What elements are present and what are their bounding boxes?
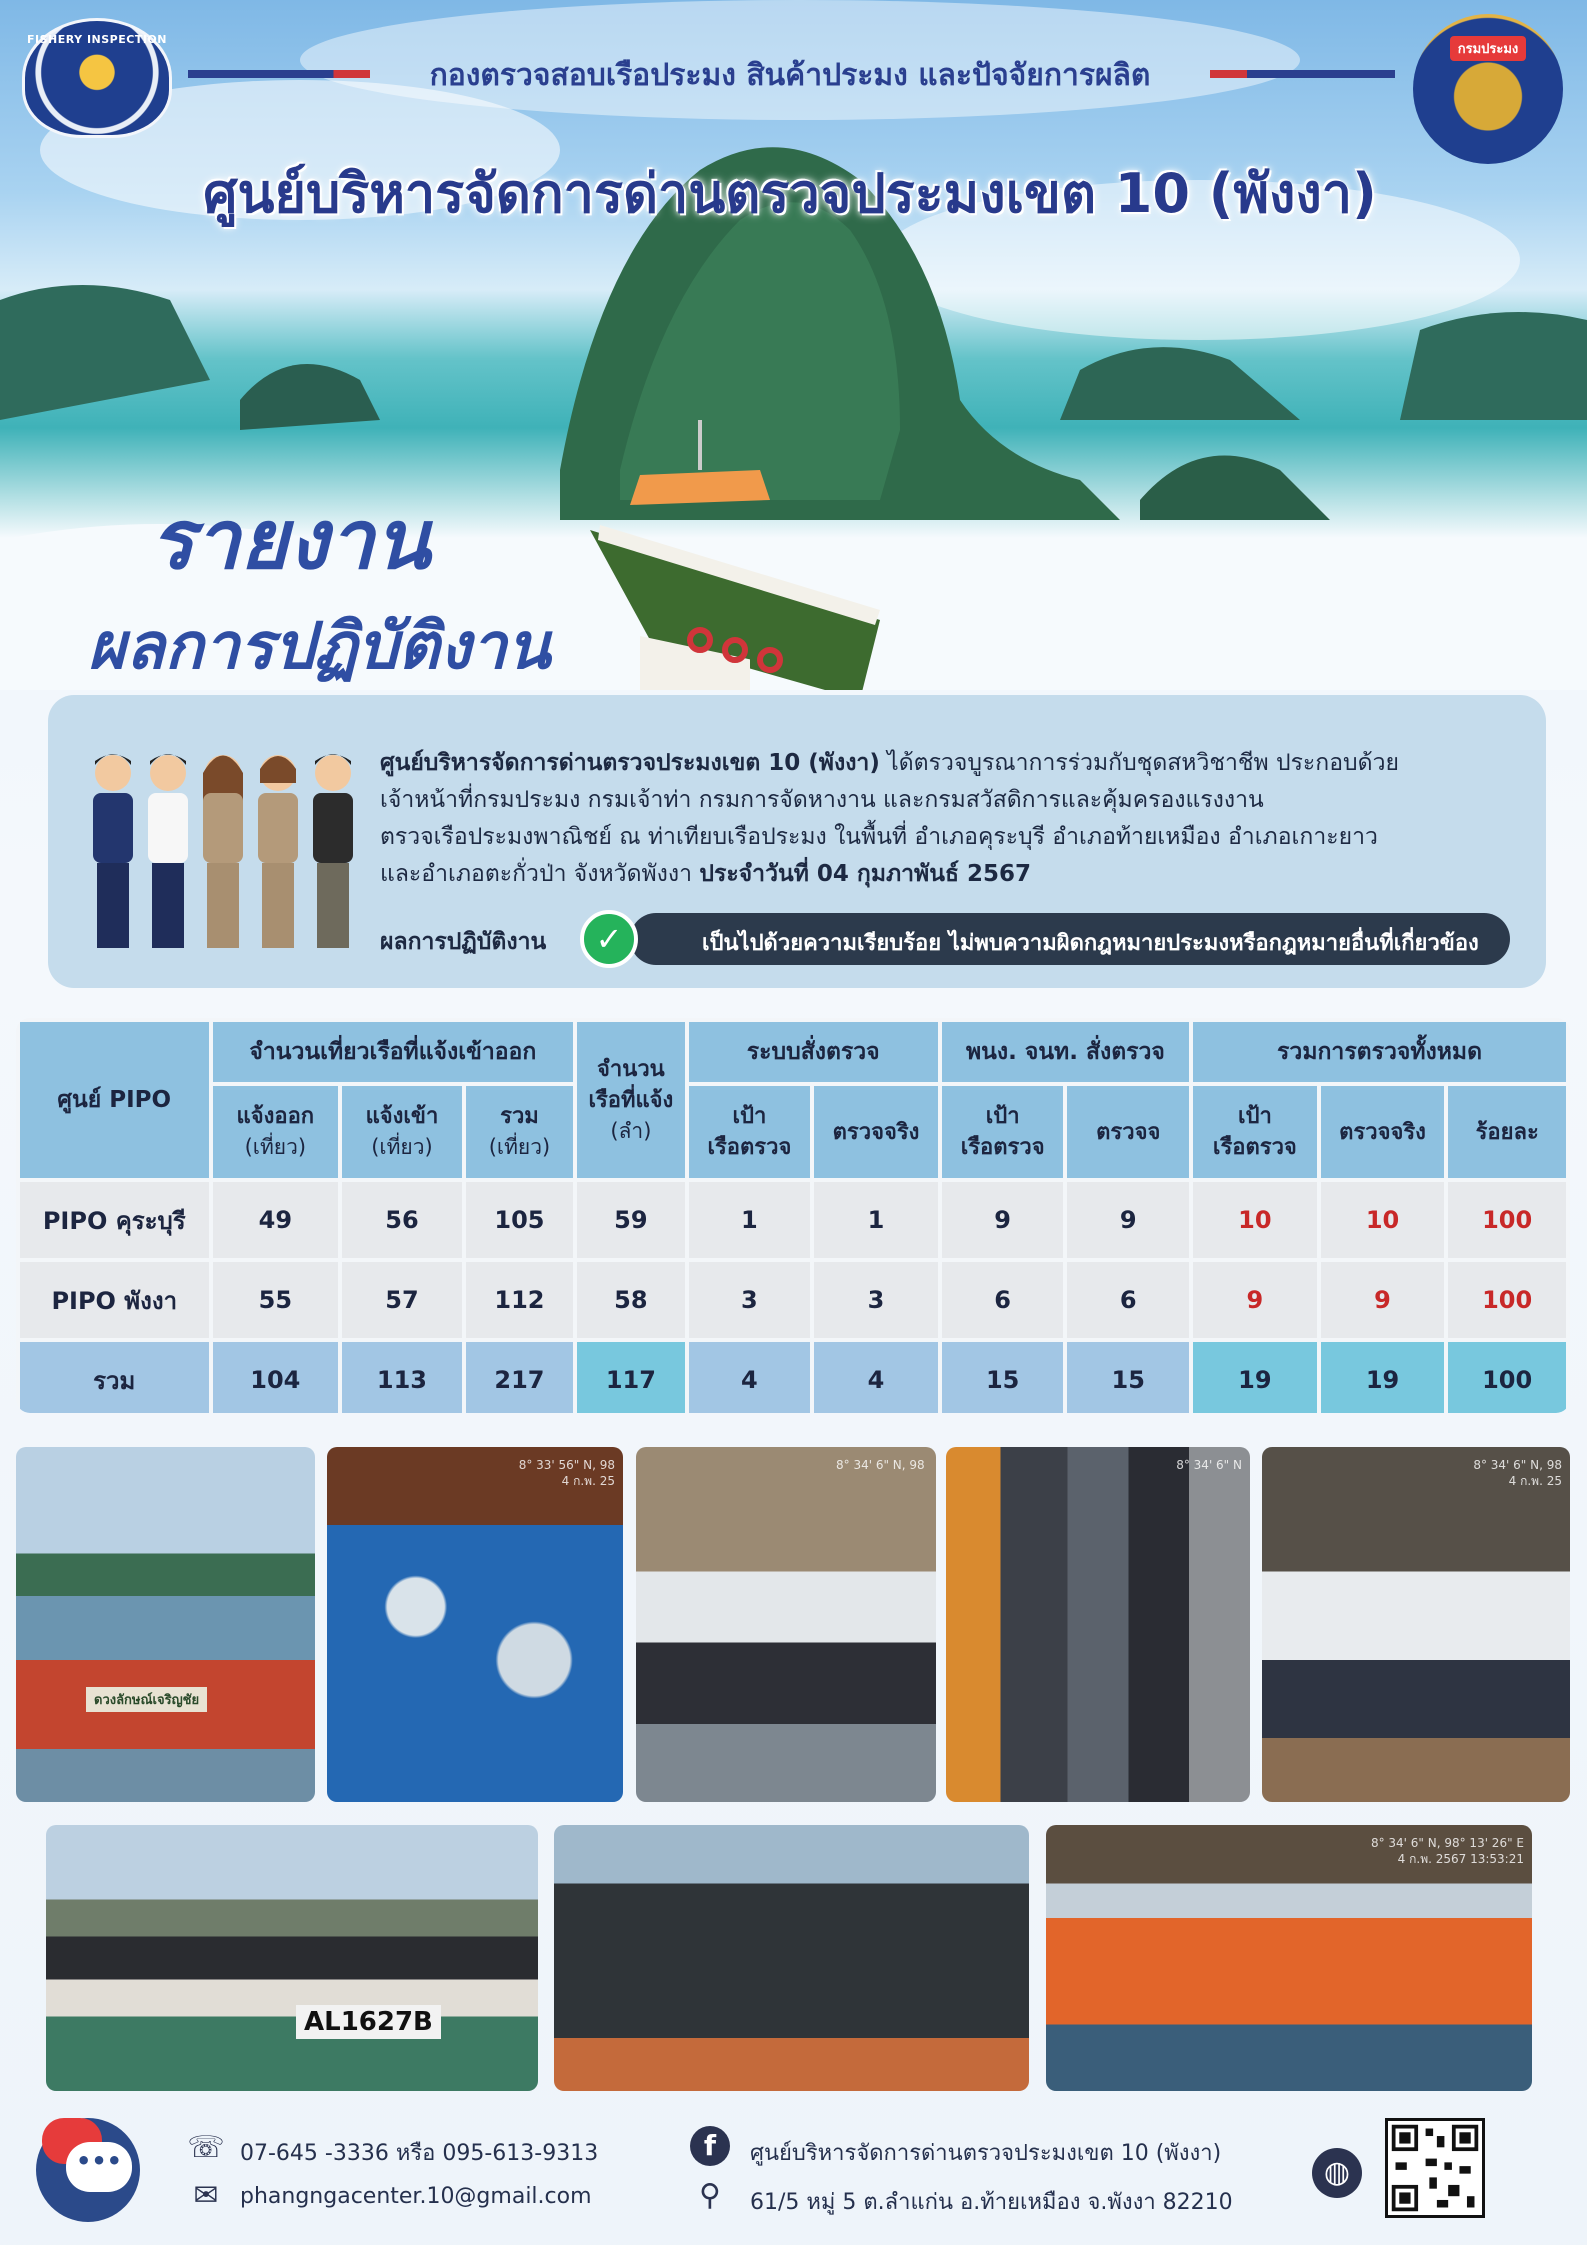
- header-sys-target-2: เรือตรวจ: [707, 1135, 792, 1160]
- fishery-inspection-logo: [22, 18, 172, 138]
- cell-off-actual: 15: [1067, 1342, 1189, 1413]
- cell-in: 56: [342, 1182, 462, 1258]
- facebook-icon: f: [690, 2126, 730, 2166]
- cell-off-target: 9: [942, 1182, 1064, 1258]
- cell-sys-actual: 3: [814, 1262, 938, 1338]
- header-boats: [577, 1022, 684, 1178]
- report-date: ประจำวันที่ 04 กุมภาพันธ์ 2567: [699, 861, 1031, 887]
- hero-banner: [0, 0, 1587, 690]
- header-boats-line1: จำนวน: [597, 1056, 665, 1082]
- report-heading-line1: รายงาน: [150, 492, 431, 588]
- cell-sys-target: 1: [689, 1182, 811, 1258]
- cell-off-actual: 6: [1067, 1262, 1189, 1338]
- gps-stamp: 8° 34' 6" N, 98° 13' 26" E 4 ก.พ. 2567 13:53:21: [1370, 1836, 1524, 1866]
- contact-address: 61/5 หมู่ 5 ต.ลำแก่น อ.ท้ายเหมือง จ.พังงา 82210: [750, 2190, 1233, 2215]
- cell-percent: 100: [1448, 1342, 1566, 1413]
- cell-tot-actual: 10: [1321, 1182, 1445, 1258]
- table-row: [20, 1182, 1566, 1258]
- inspection-table: [16, 1018, 1570, 1413]
- officers-illustration: [88, 743, 368, 953]
- header-in-label: แจ้งเข้า: [365, 1104, 439, 1129]
- cell-sys-target: 3: [689, 1262, 811, 1338]
- cell-out: 55: [213, 1262, 339, 1338]
- header-sys-actual: ตรวจจริง: [814, 1086, 938, 1178]
- location-pin-icon: ⚲: [699, 2178, 721, 2213]
- cell-tot-target: 10: [1193, 1182, 1317, 1258]
- cell-tot-actual: 9: [1321, 1262, 1445, 1338]
- department-title: กองตรวจสอบเรือประมง สินค้าประมง และปัจจัยการผลิต: [429, 58, 1151, 93]
- cell-boats: 117: [577, 1342, 684, 1413]
- decorative-bar-right: [1210, 70, 1395, 78]
- qr-code[interactable]: [1385, 2118, 1485, 2218]
- header-sys-target: [689, 1086, 811, 1178]
- header-out: [213, 1086, 339, 1178]
- header-sys-target-1: เป้า: [732, 1104, 767, 1129]
- header-boats-unit: (ลำ): [610, 1118, 652, 1143]
- row-name: PIPO คุระบุรี: [20, 1182, 209, 1258]
- photo-boat-registration: [46, 1825, 538, 2091]
- cell-tot-target: 19: [1193, 1342, 1317, 1413]
- row-name: PIPO พังงา: [20, 1262, 209, 1338]
- cell-boats: 59: [577, 1182, 684, 1258]
- department-of-fisheries-logo: [1413, 14, 1563, 164]
- header-officer-group: พนง. จนท. สั่งตรวจ: [942, 1022, 1189, 1082]
- cell-out: 49: [213, 1182, 339, 1258]
- photo-document-check: [1262, 1447, 1570, 1802]
- chat-bubbles-icon: •••: [36, 2118, 140, 2222]
- header-in-unit: (เที่ยว): [371, 1135, 433, 1159]
- photo-officers-inspecting: [636, 1447, 936, 1802]
- org-name: ศูนย์บริหารจัดการด่านตรวจประมงเขต 10 (พังงา): [380, 750, 880, 776]
- photo-fish-barrels: [327, 1447, 623, 1802]
- page-title: ศูนย์บริหารจัดการด่านตรวจประมงเขต 10 (พังงา): [203, 162, 1377, 225]
- contact-phone[interactable]: 07-645 -3336 หรือ 095-613-9313: [240, 2141, 599, 2166]
- cell-in: 113: [342, 1342, 462, 1413]
- header-off-target-1: เป้า: [985, 1104, 1020, 1129]
- boat-name-label: ดวงลักษณ์เจริญชัย: [86, 1687, 207, 1712]
- header-off-target-2: เรือตรวจ: [960, 1135, 1045, 1160]
- summary-line1: ได้ตรวจบูรณาการร่วมกับชุดสหวิชาชีพ ประกอบด้วย: [879, 750, 1399, 776]
- gps-stamp: 8° 33' 56" N, 98 4 ก.พ. 25: [518, 1458, 615, 1488]
- cell-sum: 112: [466, 1262, 573, 1338]
- cell-percent: 100: [1448, 1262, 1566, 1338]
- cell-boats: 58: [577, 1262, 684, 1338]
- photo-fishing-nets: [554, 1825, 1029, 2091]
- header-center: ศูนย์ PIPO: [20, 1022, 209, 1178]
- header-boats-line2: เรือที่แจ้ง: [588, 1087, 674, 1113]
- summary-line3: ตรวจเรือประมงพาณิชย์ ณ ท่าเทียบเรือประมง ในพื้นที่ อำเภอคุระบุรี อำเภอท้ายเหมือง อำเภอเกาะยาว: [380, 824, 1378, 850]
- cell-sys-actual: 4: [814, 1342, 938, 1413]
- header-total-group: รวมการตรวจทั้งหมด: [1193, 1022, 1566, 1082]
- globe-icon[interactable]: ◍: [1312, 2148, 1362, 2198]
- result-text: เป็นไปด้วยความเรียบร้อย ไม่พบความผิดกฎหมายประมงหรือกฎหมายอื่นที่เกี่ยวข้อง: [702, 931, 1479, 956]
- logo-left-text: FISHERY INSPECTION: [27, 33, 167, 46]
- header-sum: [466, 1086, 573, 1178]
- header-off-target: [942, 1086, 1064, 1178]
- summary-text: [380, 745, 1520, 893]
- header-sum-label: รวม: [500, 1104, 539, 1129]
- cell-tot-target: 9: [1193, 1262, 1317, 1338]
- header-tot-target-1: เป้า: [1237, 1104, 1272, 1129]
- photo-crew-group: [1046, 1825, 1532, 2091]
- header-tot-target-2: เรือตรวจ: [1212, 1135, 1297, 1160]
- summary-line4: และอำเภอตะกั่วป่า จังหวัดพังงา: [380, 861, 700, 887]
- photo-officers-checking-crew: [946, 1447, 1250, 1802]
- header-tot-target: [1193, 1086, 1317, 1178]
- header-sum-unit: (เที่ยว): [488, 1135, 551, 1159]
- cell-sys-target: 4: [689, 1342, 811, 1413]
- report-heading-line2: ผลการปฏิบัติงาน: [88, 609, 551, 684]
- result-row: [380, 910, 1530, 966]
- header-trips-group: จำนวนเที่ยวเรือที่แจ้งเข้าออก: [213, 1022, 574, 1082]
- header-out-unit: (เที่ยว): [244, 1135, 307, 1159]
- cell-percent: 100: [1448, 1182, 1566, 1258]
- header-off-actual: ตรวจจ: [1067, 1086, 1189, 1178]
- logo-right-text: กรมประมง: [1450, 36, 1527, 61]
- facebook-page[interactable]: ศูนย์บริหารจัดการด่านตรวจประมงเขต 10 (พังงา): [750, 2141, 1222, 2166]
- result-pill: [630, 913, 1510, 965]
- summary-card: [48, 695, 1546, 988]
- gps-stamp: 8° 34' 6" N, 98: [836, 1458, 925, 1472]
- header-system-group: ระบบสั่งตรวจ: [689, 1022, 938, 1082]
- cell-sys-actual: 1: [814, 1182, 938, 1258]
- cell-tot-actual: 19: [1321, 1342, 1445, 1413]
- header-in: [342, 1086, 462, 1178]
- cell-off-target: 15: [942, 1342, 1064, 1413]
- cell-off-actual: 9: [1067, 1182, 1189, 1258]
- result-label: ผลการปฏิบัติงาน: [380, 929, 547, 955]
- gps-stamp: 8° 34' 6" N, 98 4 ก.พ. 25: [1473, 1458, 1562, 1488]
- decorative-bar-left: [188, 70, 370, 78]
- envelope-icon: ✉: [193, 2178, 219, 2213]
- cell-sum: 105: [466, 1182, 573, 1258]
- table-total-row: [20, 1342, 1566, 1413]
- table-row: [20, 1262, 1566, 1338]
- row-name: รวม: [20, 1342, 209, 1413]
- cell-off-target: 6: [942, 1262, 1064, 1338]
- cell-sum: 217: [466, 1342, 573, 1413]
- boat-registration-label: AL1627B: [296, 2005, 441, 2039]
- contact-email[interactable]: phangngacenter.10@gmail.com: [240, 2184, 592, 2209]
- check-icon: ✓: [580, 910, 638, 968]
- header-percent: ร้อยละ: [1448, 1086, 1566, 1178]
- phone-icon: ☏: [187, 2130, 225, 2165]
- header-out-label: แจ้งออก: [236, 1104, 315, 1129]
- gps-stamp: 8° 34' 6" N: [1176, 1458, 1242, 1472]
- photo-fishing-boat: [16, 1447, 315, 1802]
- cell-in: 57: [342, 1262, 462, 1338]
- summary-line2: เจ้าหน้าที่กรมประมง กรมเจ้าท่า กรมการจัดหางาน และกรมสวัสดิการและคุ้มครองแรงงาน: [380, 787, 1264, 813]
- cell-out: 104: [213, 1342, 339, 1413]
- header-tot-actual: ตรวจจริง: [1321, 1086, 1445, 1178]
